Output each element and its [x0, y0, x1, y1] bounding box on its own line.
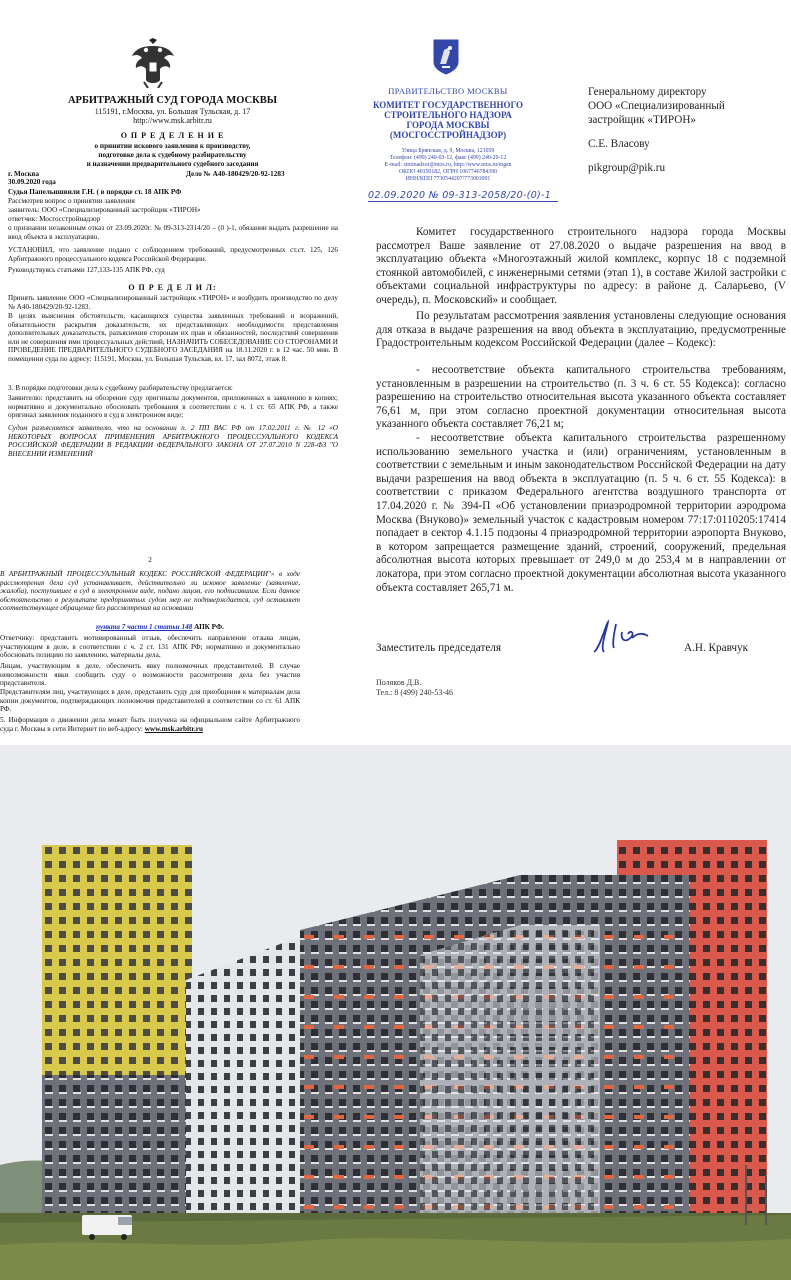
consider-line: Рассмотрев вопрос о принятии заявления	[8, 197, 135, 205]
page2-paragraph-4: Представителям лиц, участвующих в деле, представить суду для приобщения к материалам дела копии документов, подтверждающих полномочия представителей в соответствии со ст. 61 АПК РФ.	[0, 688, 300, 714]
gov-title: ПРАВИТЕЛЬСТВО МОСКВЫ	[388, 86, 508, 96]
doc-subtitle-3: и назначении предварительного судебного заседания	[86, 160, 259, 168]
mosgosstroynadzor-letter	[348, 0, 791, 710]
doc-title: О П Р Е Д Е Л Е Н И Е	[120, 131, 225, 140]
subject-line: о признании незаконным отказ от 23.09.2020г. № 09-313-2314/20 – (0 )-1, обязании выдать разрешение на ввод объекта в эксплуатацию.	[8, 224, 338, 241]
committee-line-2: СТРОИТЕЛЬНОГО НАДЗОРА	[384, 110, 512, 120]
article-148-link[interactable]: пункта 7 части 1 статьи 148	[96, 623, 193, 631]
signature-icon	[586, 618, 666, 658]
applicant-line: заявитель: ООО «Специализированный застройщик «ТИРОН»	[8, 206, 201, 214]
recipient-email[interactable]: pikgroup@pik.ru	[588, 162, 666, 174]
page-number: 2	[148, 556, 152, 564]
ruling-paragraph-1: Принять заявление ООО «Специализированный застройщик «ТИРОН» и возбудить производство по делу № А40-180429/20-92-1283.	[8, 294, 338, 311]
recipient-line-4: С.Е. Власову	[588, 138, 650, 150]
court-header: АРБИТРАЖНЫЙ СУД ГОРОДА МОСКВЫ	[67, 95, 278, 106]
letter-body-1: Комитет государственного строительного надзора города Москвы рассмотрел Ваше заявление от 27.08.2020 о выдаче разрешения на ввод в эксплуатацию объекта «Многоэтажный жилой комплекс, корпус 18 с подземной стоянкой автомобилей, с инженерными сетями (этап 1), в составе Жилой застройки с объектами социальной инфраструктуры по адресу: в районе д. Саларьево, (V очередь), п. Московский» и сообщает.	[376, 226, 786, 306]
recipient-line-3: застройщик «ТИРОН»	[588, 114, 697, 126]
page2-paragraph-5	[0, 716, 300, 733]
court-ruling-page-2	[0, 530, 345, 745]
guided-line: Руководствуясь статьями 127,133-135 АПК РФ, суд	[8, 266, 165, 274]
case-number: Дело № А40-180429/20-92-1283	[186, 170, 285, 178]
building-photo	[0, 745, 791, 1280]
apk-text: АПК РФ.	[194, 623, 224, 631]
doc-subtitle-2: подготовке дела к судебному разбирательству	[98, 151, 247, 159]
info-text: 5. Информация о движении дела может быть получена на официальном сайте Арбитражного суда г. Москвы в сети Интернет по веб-адресу:	[0, 716, 300, 733]
signer-name: А.Н. Кравчук	[684, 642, 749, 654]
recipient-line-1: Генеральному директору	[588, 86, 707, 98]
doc-city: г. Москва	[8, 170, 40, 178]
page2-paragraph-1: В АРБИТРАЖНЫЙ ПРОЦЕССУАЛЬНЫЙ КОДЕКС РОССИЙСКОЙ ФЕДЕРАЦИИ"» в ходе рассмотрения дела суд устанавливает, действительно ли исковое заявление (заявление, жалоба), поступившее в суд в электронном виде, подано лицом, его подписавшим. Если данное обстоятельство в результате предпринятых судом мер не подтверждается, суд оставляет соответствующее обращение без рассмотрения на основании	[0, 570, 300, 613]
ruling-paragraph-3: 3. В порядке подготовки дела к судебному разбирательству предлагается:	[8, 384, 233, 392]
committee-line-1: КОМИТЕТ ГОСУДАРСТВЕННОГО	[372, 100, 524, 110]
letter-body-4: - несоответствие объекта капитального строительства разрешенному использованию земельного участка и (или) ограничениям, установленным в соответствии с земельным и иным законодательством Российской Федерации на дату выдачи разрешения на ввод объекта в эксплуатацию (п. 5 ч. 6 ст. 55 Кодекса): в соответствии с приказом Федерального агентства воздушного транспорта от 17.04.2020 г. № 394-П «Об установлении приаэродромной территории аэродрома Москва (Внуково)» земельный участок с кадастровым номером 77:17:0110205:17414 попадает в сектор 4.1.15 подзоны 4 приаэродромной территории аэропорта Внуково, в котором запрещается размещение зданий, строений, сооружений, предельная абсолютная высота которых превышает от 249,0 м до 253,4 м в направлении от локатора, при этом согласно проектной документации абсолютная высота указанного объекта составляет 265,71 м.	[376, 432, 786, 594]
court-url-link[interactable]: www.msk.arbitr.ru	[144, 724, 203, 733]
letter-address-4: ОКПО 40150182, ОГРН 1067746784390	[398, 169, 498, 175]
letter-address-5: ИНН/КПП 7730544207/773001001	[405, 176, 491, 182]
handwritten-reg-number: 02.09.2020 № 09-313-2058/20-(0)-1	[368, 190, 558, 202]
court-website[interactable]: http://www.msk.arbitr.ru	[133, 116, 212, 125]
established-paragraph: УСТАНОВИЛ, что заявление подано с соблюдением требований, предусмотренных ст.ст. 125, 126 Арбитражного процессуального кодекса Российской Федерации.	[8, 246, 338, 263]
page2-link-wrap	[96, 623, 224, 632]
ruling-paragraph-5: Судом разъясняется заявителю, что на основании п. 2 ПП ВАС РФ от 17.02.2011 г. № 12 «О НЕКОТОРЫХ ВОПРОСАХ ПРИМЕНЕНИЯ АРБИТРАЖНОГО ПРОЦЕССУАЛЬНОГО КОДЕКСА РОССИЙСКОЙ ФЕДЕРАЦИИ В РЕДАКЦИИ ФЕДЕРАЛЬНОГО ЗАКОНА ОТ 27.07.2010 N 228-ФЗ "О ВНЕСЕНИИ ИЗМЕНЕНИЙ	[8, 424, 338, 458]
committee-line-4: (МОСГОССТРОЙНАДЗОР)	[389, 130, 507, 140]
recipient-line-2: ООО «Специализированный	[588, 100, 725, 112]
letter-body-2: По результатам рассмотрения заявления установлены следующие основания для отказа в выдаче разрешения на ввод объекта в эксплуатацию, предусмотренные Градостроительным кодексом Российской Федерации (далее – Кодекс):	[376, 310, 786, 350]
committee-line-3: ГОРОДА МОСКВЫ	[406, 120, 490, 130]
executor-phone: Тел.: 8 (499) 240-53-46	[376, 688, 454, 697]
deputy-title: Заместитель председателя	[376, 642, 502, 654]
page2-paragraph-3: Лицам, участвующим в деле, обеспечить явку полномочных представителей. В случае невозможности явки сообщить суду о возможности рассмотрения дела без участия представителя.	[0, 662, 300, 688]
ruling-paragraph-2: В целях выяснения обстоятельств, касающихся существа заявленных требований и возражений, обязательности раскрытия доказательств, их представляющих необходимости представления дополнительных доказательств, разъяснения сторонам их прав и обязанностей, последствий совершения или не совершения ими процессуальных действий, НАЗНАЧИТЬ СОБЕСЕДОВАНИЕ СО СТОРОНАМИ И ПРОВЕДЕНИЕ ПРЕДВАРИТЕЛЬНОГО СУДЕБНОГО ЗАСЕДАНИЯ на 18.11.2020 г. в 12 час. 50 мин. В помещении суда по адресу: 115191, Москва, ул. Большая Тульская, вл. 17, зал 8072, этаж 8.	[8, 312, 338, 363]
letter-address-2: Телефон: (499) 240-03-12, факс (499) 240-20-12	[389, 155, 507, 161]
residential-complex-illustration	[0, 745, 791, 1280]
respondent-line: ответчик: Мосгосстройнадзор	[8, 215, 101, 223]
page2-paragraph-2: Ответчику: представить мотивированный отзыв, обеспечить направление отзыва лицам, участвующим в деле, в соответствии с ч. 2 ст. 131 АПК РФ; нормативно и документально обосновать позицию по заявлению, материалы дела,	[0, 634, 300, 660]
court-ruling-page-1	[0, 0, 345, 520]
ruling-paragraph-4: Заявителю: представить на обозрение суду оригиналы документов, приложенных к заявлению в копиях; нормативно и документально обосновать требования в соответствии с ч. 1 ст. 65 АПК РФ, а также оригинал заявления поданного в суд в электронном виде;	[8, 394, 338, 420]
ruled-heading: О П Р Е Д Е Л И Л:	[128, 283, 217, 292]
letter-address-3: E-mail: stroinadzor@mos.ru, http://www.mos.ru/mgsn	[384, 162, 512, 168]
court-address: 115191, г.Москва, ул. Большая Тульская, д. 17	[94, 107, 251, 116]
letter-body-3: - несоответствие объекта капитального строительства требованиям, установленным в разрешении на строительство (п. 3 ч. 6 ст. 55 Кодекса): согласно разрешению на строительство относительная высота указанного объекта составляет 76,61 м, при этом согласно проектной документации относительная высота указанного объекта составляет 76,21 м;	[376, 364, 786, 431]
executor-name: Поляков Д.В.	[376, 678, 422, 687]
judge-line: Судья Папельишвили Г.Н. ( в порядке ст. 18 АПК РФ	[8, 188, 182, 196]
doc-date: 30.09.2020 года	[8, 178, 56, 186]
double-headed-eagle-icon	[130, 38, 176, 88]
moscow-coat-of-arms-icon	[432, 38, 460, 76]
doc-subtitle-1: о принятии искового заявления к производству,	[94, 142, 251, 150]
letter-address-1: Улица Брянская, д. 9, Москва, 121059	[401, 148, 495, 154]
